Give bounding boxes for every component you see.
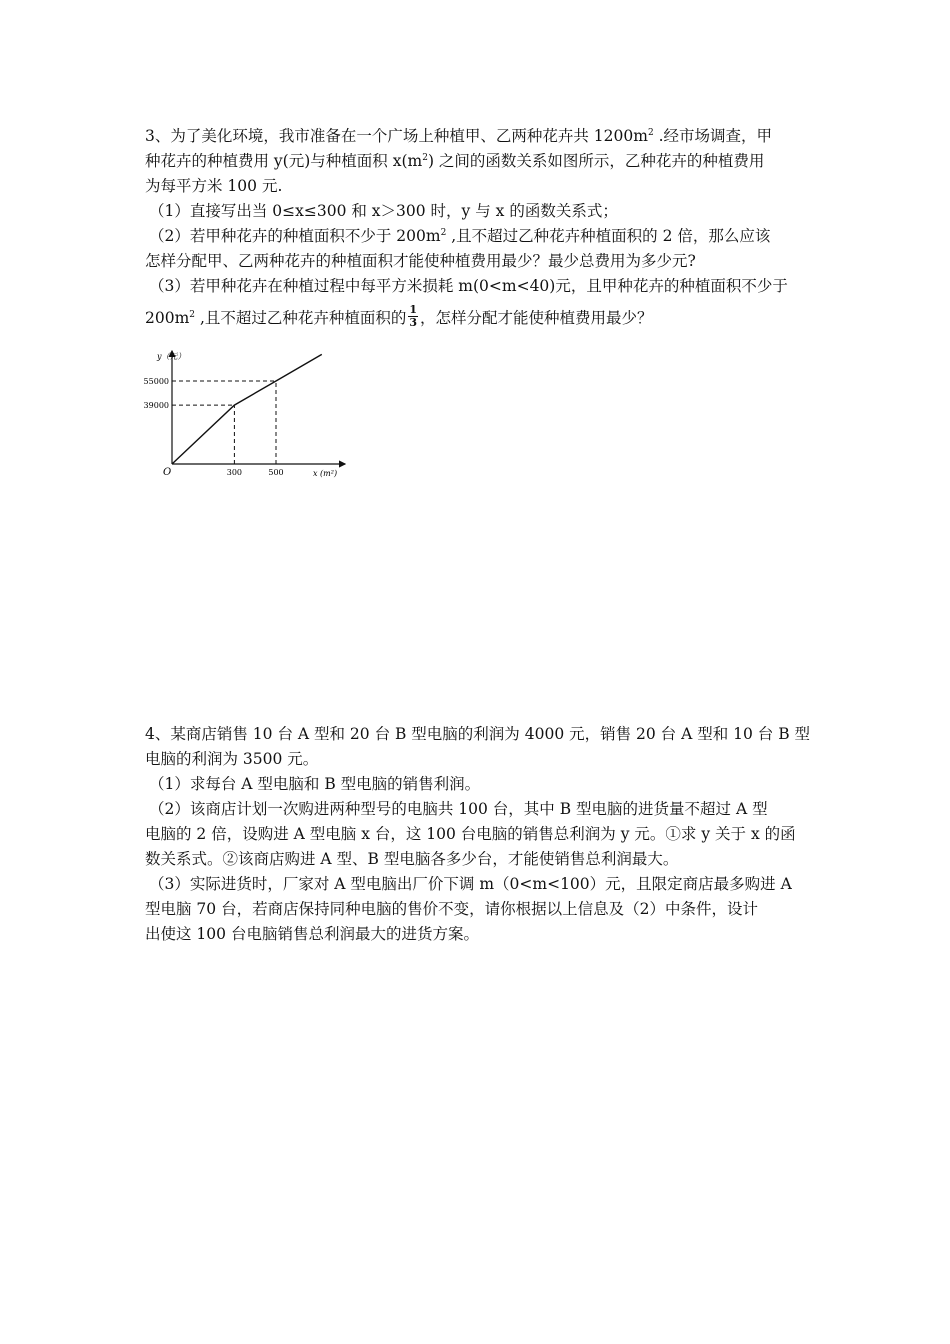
- q3-line-2: 种花卉的种植费用 y(元)与种植面积 $x(m^2)$ 之间的函数关系如图所示，乙种花卉的种植费用: [145, 152, 765, 170]
- q4-part-2-line-1: （2）该商店计划一次购进两种型号的电脑共 100 台，其中 B 型电脑的进货量不超过 A 型: [149, 800, 768, 818]
- y-tick-label-0: 39000: [143, 401, 169, 411]
- q4-line-2: 电脑的利润为 3500 元。: [145, 750, 319, 768]
- q3-part-3-line-2: $200m^2$ ,且不超过乙种花卉种植面积的 $\frac{1}{3}$ ，怎样分配才能使种植费用最少？: [145, 302, 653, 329]
- y-axis-label: y（元）: [157, 352, 186, 361]
- q4-part-3-line-2: 型电脑 70 台，若商店保持同种电脑的售价不变，请你根据以上信息及（2）中条件，设计: [145, 900, 758, 918]
- q4-part-2-line-2: 电脑的 2 倍，设购进 A 型电脑 x 台，这 100 台电脑的销售总利润为 y 元。①求 y 关于 x 的函: [145, 825, 796, 843]
- x-tick-label-1: 500: [268, 468, 284, 477]
- q3-part-2-line-1: （2）若甲种花卉的种植面积不少于 $200m^2$ ,且不超过乙种花卉种植面积的 2 倍，那么应该: [149, 227, 771, 245]
- cost-line: [172, 354, 322, 464]
- tick-labels: [144, 377, 284, 477]
- cost-area-graph: [143, 345, 355, 485]
- x-tick-label-0: 300: [226, 468, 243, 477]
- origin-label: O: [163, 467, 172, 478]
- question-3: [145, 124, 810, 337]
- q4-line-1: 4、某商店销售 10 台 A 型和 20 台 B 型电脑的利润为 4000 元，销售 20 台 A 型和 10 台 B 型: [145, 725, 811, 743]
- q3-line-3: 为每平方米 100 元.: [145, 177, 283, 195]
- y-tick-label-1: 55000: [143, 377, 169, 386]
- fraction-one-third: $\frac{1}{3}$: [409, 302, 418, 329]
- question-4: [145, 722, 810, 947]
- q3-line-1: 3、为了美化环境，我市准备在一个广场上种植甲、乙两种花卉共 $1200m^2$ .经市场调查，甲: [145, 127, 773, 145]
- q4-part-2-line-3: 数关系式。②该商店购进 A 型、B 型电脑各多少台，才能使销售总利润最大。: [145, 850, 679, 868]
- q4-part-3-line-1: （3）实际进货时，厂家对 A 型电脑出厂价下调 m（0<m<100）元，且限定商店最多购进 A: [149, 875, 792, 893]
- q4-part-1: （1）求每台 A 型电脑和 B 型电脑的销售利润。: [149, 775, 481, 793]
- q3-part-3-line-1: （3）若甲种花卉在种植过程中每平方米损耗 m(0<m<40)元，且甲种花卉的种植面积不少于: [149, 277, 788, 295]
- q3-part-2-line-2: 怎样分配甲、乙两种花卉的种植面积才能使种植费用最少？最少总费用为多少元?: [145, 252, 696, 270]
- q3-part-1: （1）直接写出当 0≤x≤300 和 x＞300 时，y 与 x 的函数关系式；: [149, 202, 618, 220]
- guide-lines: [172, 381, 276, 464]
- q4-part-3-line-3: 出使这 100 台电脑销售总利润最大的进货方案。: [145, 925, 479, 943]
- x-axis-label: x (m²): [313, 469, 338, 478]
